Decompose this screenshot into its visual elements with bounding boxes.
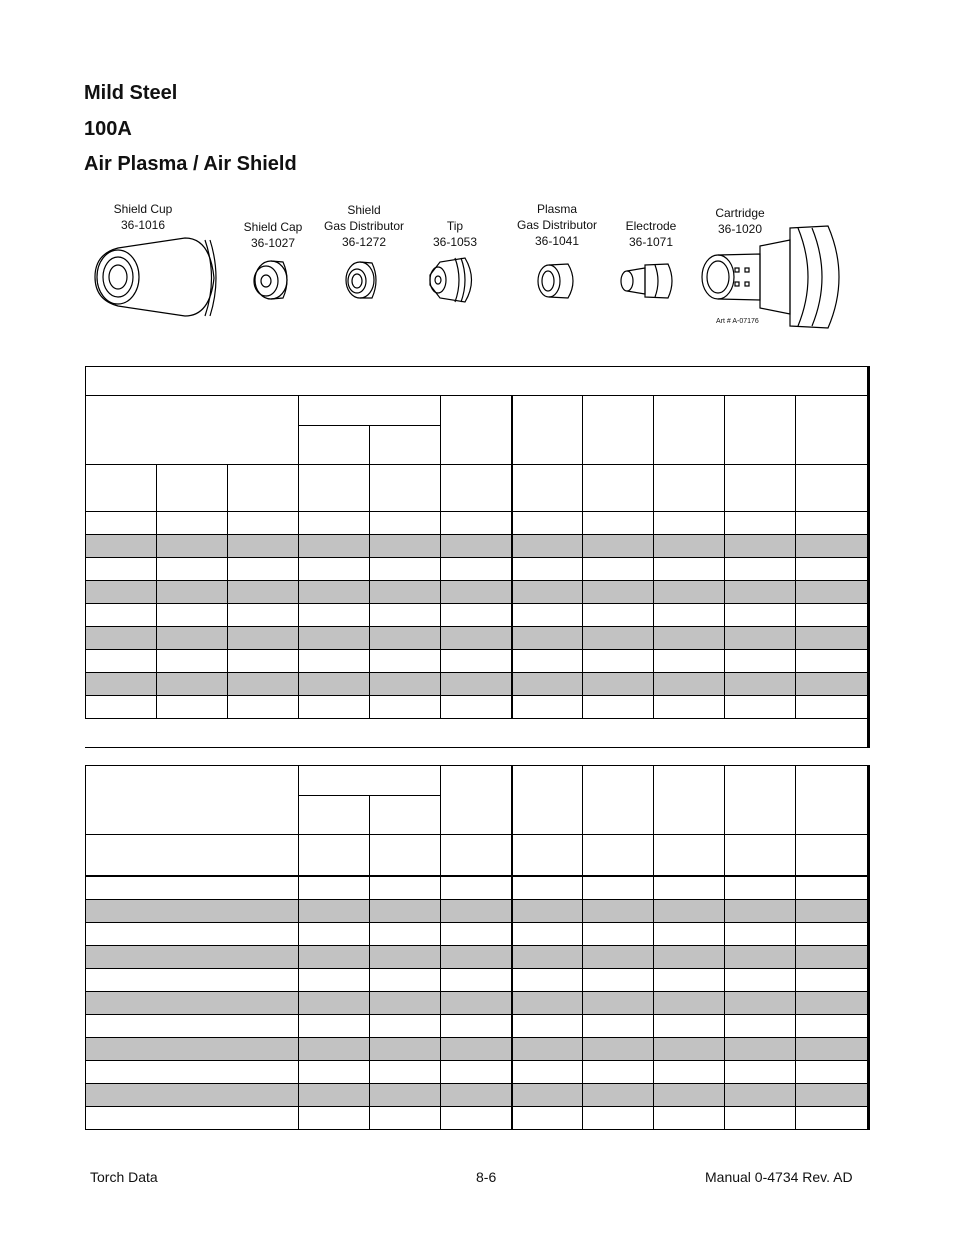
table-row [86,604,869,627]
table-header-row [86,465,869,512]
page-title-material: Mild Steel [84,82,178,104]
table-title-row [86,719,869,748]
table-title-row [86,367,869,396]
table-row [86,627,869,650]
footer-section-name: Torch Data [90,1169,158,1185]
table-row [86,1061,869,1084]
table-row [86,512,869,535]
shield-cup-drawing [95,238,216,316]
table-row [86,581,869,604]
table-row [86,696,869,719]
consumables-illustration [0,0,954,340]
table-header-row [86,835,869,877]
part-label-shield-cup: Shield Cup 36-1016 [113,202,173,232]
table-row [86,1107,869,1130]
shield-cap-drawing [254,261,287,299]
footer-page-number: 8-6 [476,1169,497,1185]
part-label-shield-gas-distributor: Shield Gas Distributor 36-1272 [323,203,405,249]
table-row [86,969,869,992]
table-row [86,1015,869,1038]
table-row [86,900,869,923]
part-label-plasma-gas-distributor: Plasma Gas Distributor 36-1041 [516,202,598,248]
table-row [86,558,869,581]
page-title-amperage: 100A [84,118,132,140]
table-header-row [86,766,869,796]
table-header-row [86,396,869,426]
table-row [86,923,869,946]
table-row [86,992,869,1015]
cartridge-drawing [702,226,839,328]
table-row [86,673,869,696]
tip-drawing [430,258,472,302]
cut-chart-table-imperial [85,765,870,1130]
table-row [86,1084,869,1107]
part-label-tip: Tip 36-1053 [432,219,478,249]
table-row [86,876,869,900]
part-label-cartridge: Cartridge 36-1020 [715,206,765,236]
art-number: Art # A-07176 [716,318,759,325]
table-row [86,946,869,969]
cut-chart-table-metric [85,366,870,748]
table-row [86,650,869,673]
part-label-electrode: Electrode 36-1071 [625,219,677,249]
shield-gas-distributor-drawing [346,262,376,298]
electrode-drawing [621,264,672,298]
footer-manual-number: Manual 0-4734 Rev. AD [705,1169,853,1185]
table-row [86,1038,869,1061]
plasma-gas-distributor-drawing [538,264,573,298]
page-title-gas: Air Plasma / Air Shield [84,153,297,175]
table-row [86,535,869,558]
part-label-shield-cap: Shield Cap 36-1027 [243,220,303,250]
